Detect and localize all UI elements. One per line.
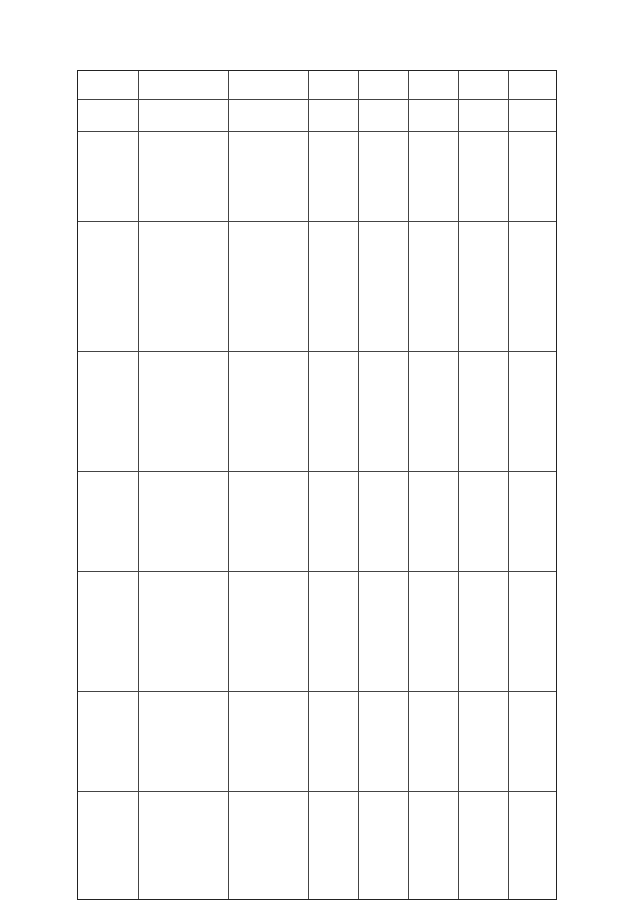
table-row-divider [78, 791, 556, 792]
table-row-divider [78, 221, 556, 222]
table-row-divider [78, 471, 556, 472]
table-column-divider [458, 71, 459, 899]
table-column-divider [358, 71, 359, 899]
table-column-divider [228, 71, 229, 899]
table-row-divider [78, 99, 556, 100]
table-row-divider [78, 131, 556, 132]
table-column-divider [138, 71, 139, 899]
table-column-divider [408, 71, 409, 899]
table-column-divider [308, 71, 309, 899]
data-table [77, 70, 557, 900]
table-row-divider [78, 351, 556, 352]
table-column-divider [508, 71, 509, 899]
table-row-divider [78, 691, 556, 692]
table-row-divider [78, 571, 556, 572]
